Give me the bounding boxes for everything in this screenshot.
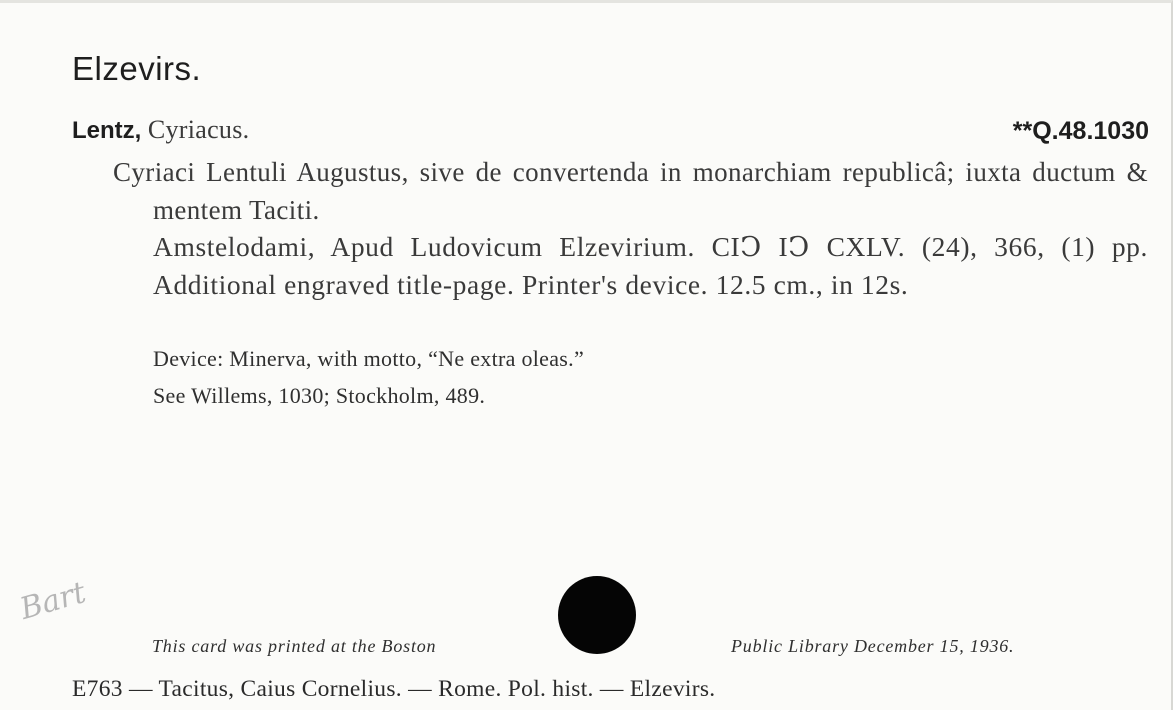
author-surname: Lentz, xyxy=(72,117,142,144)
printing-statement-right: Public Library December 15, 1936. xyxy=(731,636,1015,656)
author-forename: Cyriacus. xyxy=(147,115,250,144)
subject-heading: Elzevirs. xyxy=(72,50,202,87)
title-statement: Cyriaci Lentuli Augustus, sive de convertenda in monarchiam republicâ; iuxta ductum & mentem Taciti. xyxy=(113,157,1148,225)
note-references: See Willems, 1030; Stockholm, 489. xyxy=(153,383,486,408)
imprint-collation: Amstelodami, Apud Ludovicum Elzevirium. CIↃ IↃ CXLV. (24), 366, (1) pp. Additional engraved title-page. Printer's device. 12.5 cm., in 12s. xyxy=(153,231,1148,300)
pencil-annotation: Bart xyxy=(16,575,90,627)
main-entry xyxy=(72,115,249,145)
printing-statement-left: This card was printed at the Boston xyxy=(152,636,437,656)
punch-hole xyxy=(558,576,636,654)
tracings: E763 — Tacitus, Caius Cornelius. — Rome. Pol. hist. — Elzevirs. xyxy=(72,676,716,702)
call-number: **Q.48.1030 xyxy=(1012,117,1149,145)
note-device: Device: Minerva, with motto, “Ne extra oleas.” xyxy=(153,346,585,371)
